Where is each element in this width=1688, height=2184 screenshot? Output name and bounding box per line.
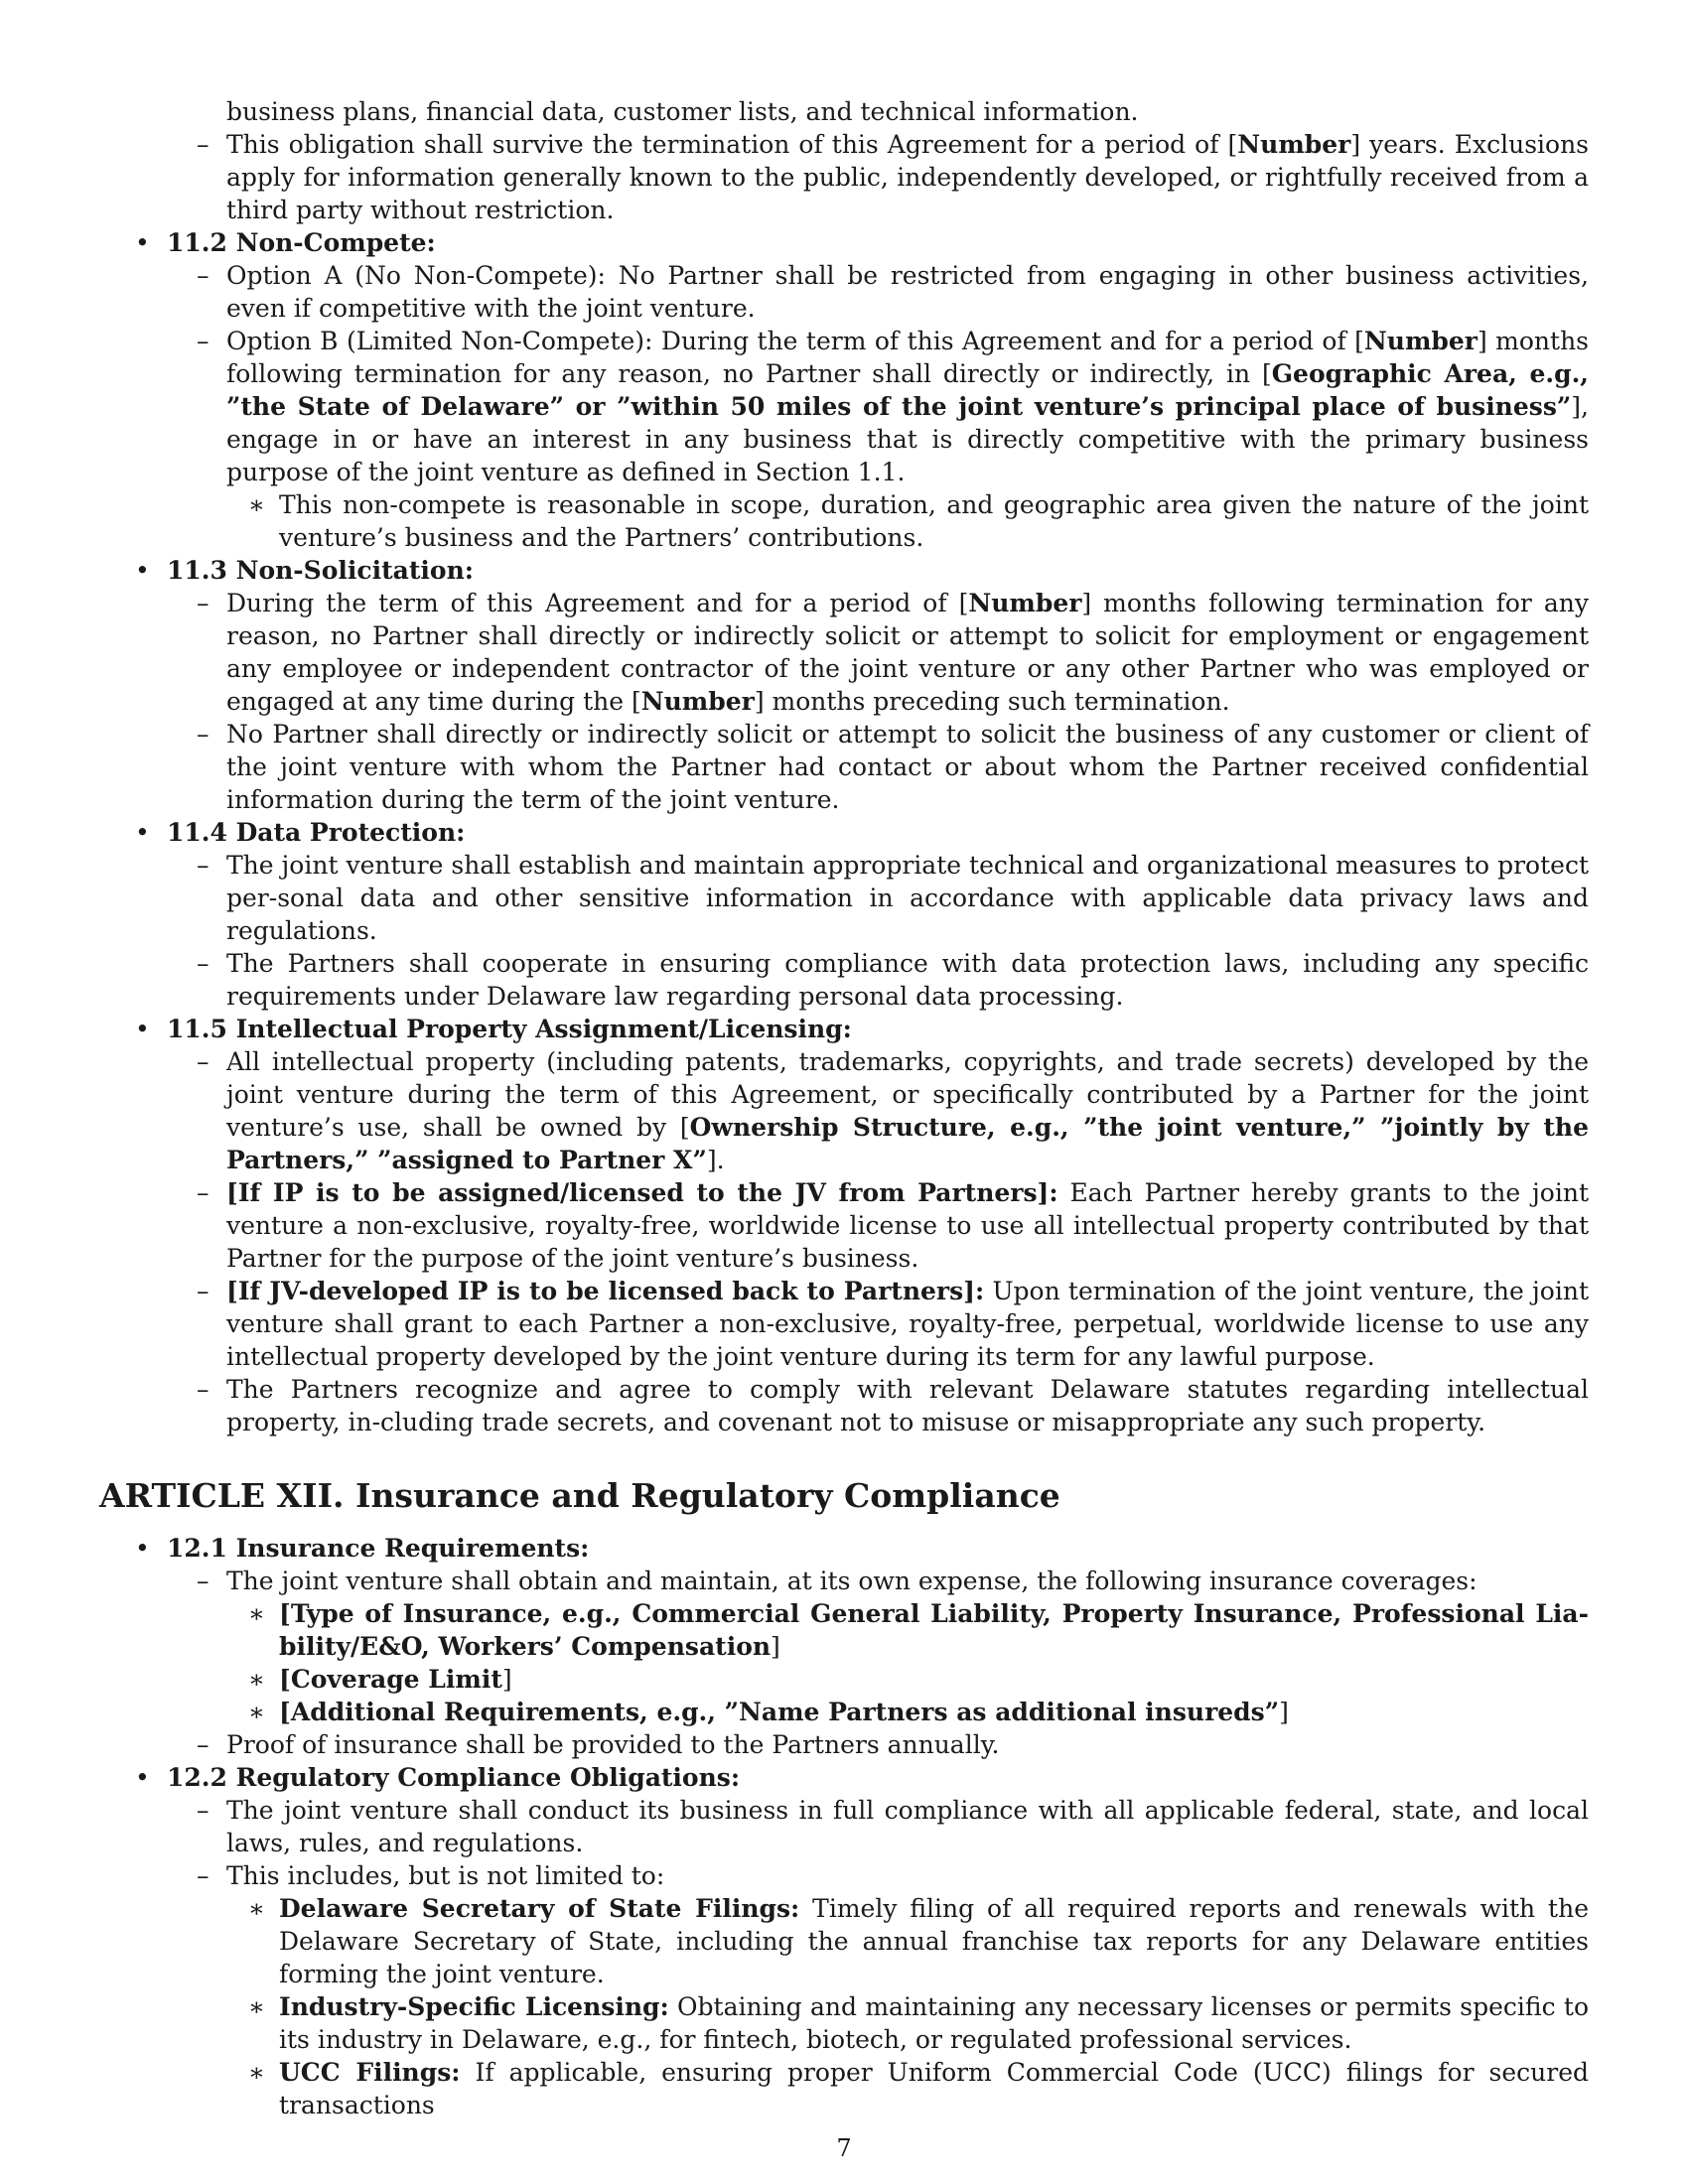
- text-run: Each Partner hereby grants to the joint venture a non-exclusive, royalty-free, worldwide license to use all intellectual property contributed by that Partner for the purpose of the joint venture’s business.: [226, 1178, 1590, 1273]
- text-run: [Type of Insurance, e.g., Commercial General Liability, Property Insurance, Professional Lia-bility/E&O, Workers’ Compensation: [279, 1599, 1589, 1661]
- text-run: ]: [1279, 1698, 1289, 1726]
- clause-item: [99, 849, 1589, 947]
- dash-marker: –: [197, 589, 210, 617]
- clause-item: [99, 1728, 1589, 1761]
- sub-clause-item: [99, 1892, 1589, 1990]
- section-item: [99, 1532, 1589, 1565]
- dash-marker: –: [197, 130, 210, 159]
- text-run: The Partners recognize and agree to comply with relevant Delaware statutes regarding intellectual property, in-cluding trade secrets, and covenant not to misuse or misappropriate any such property.: [226, 1375, 1589, 1436]
- paragraph-continuation: [99, 95, 1589, 128]
- asterisk-marker: ∗: [248, 1894, 265, 1923]
- text-run: [If JV-developed IP is to be licensed back to Partners]:: [226, 1277, 985, 1305]
- bullet-marker: •: [135, 1763, 150, 1792]
- text-run: ]: [771, 1632, 780, 1661]
- text-run: ]: [501, 1665, 512, 1694]
- clause-item: [99, 1045, 1589, 1176]
- text-run: UCC Filings:: [279, 2058, 461, 2087]
- dash-marker: –: [197, 327, 210, 355]
- asterisk-marker: ∗: [248, 1665, 265, 1694]
- text-run: Upon termination of the joint venture, the joint venture shall grant to each Partner a non-exclusive, royalty-free, perpetual, worldwide license to use any intellectual property developed by the joint venture during its term for any lawful purpose.: [226, 1277, 1590, 1371]
- text-run: Number: [968, 589, 1082, 617]
- text-run: The joint venture shall obtain and maintain, at its own expense, the following insurance coverages:: [226, 1567, 1477, 1595]
- text-run: ] months following termination for any reason, no Partner shall directly or indirectly, in [: [226, 327, 1589, 388]
- clause-item: [99, 947, 1589, 1013]
- text-run: Industry-Specific Licensing:: [279, 1992, 669, 2021]
- text-run: ] years. Exclusions apply for information generally known to the public, independently developed, or rightfully received from a third party without restriction.: [226, 130, 1589, 224]
- text-run: Number: [1363, 327, 1477, 355]
- text-run: Delaware Secretary of State Filings:: [279, 1894, 800, 1923]
- text-run: This includes, but is not limited to:: [226, 1861, 665, 1890]
- clause-item: [99, 1275, 1589, 1373]
- bullet-marker: •: [135, 1015, 150, 1043]
- dash-marker: –: [197, 1375, 210, 1404]
- sub-clause-item: [99, 1597, 1589, 1663]
- section-item: [99, 1761, 1589, 1794]
- section-item: [99, 816, 1589, 849]
- bullet-marker: •: [135, 1534, 150, 1563]
- text-run: Proof of insurance shall be provided to the Partners annually.: [226, 1730, 1000, 1759]
- document-body: [99, 95, 1589, 2121]
- dash-marker: –: [197, 1730, 210, 1759]
- dash-marker: –: [197, 1047, 210, 1076]
- text-run: ] months following termination for any reason, no Partner shall directly or indirectly solicit or attempt to solicit for employment or engagement any employee or independent contractor of the joint venture or any other Partner who was employed or engaged at any time during the [: [226, 589, 1589, 716]
- bullet-marker: •: [135, 228, 150, 257]
- dash-marker: –: [197, 851, 210, 880]
- text-run: ], engage in or have an interest in any business that is directly competitive with the primary business purpose of the joint venture as defined in Section 1.1.: [226, 392, 1589, 486]
- text-run: The Partners shall cooperate in ensuring compliance with data protection laws, including any specific requirements under Delaware law regarding personal data processing.: [226, 949, 1589, 1011]
- clause-item: [99, 1859, 1589, 1892]
- clause-item: [99, 1373, 1589, 1438]
- text-run: If applicable, ensuring proper Uniform Commercial Code (UCC) filings for secured transactions: [279, 2058, 1589, 2119]
- dash-marker: –: [197, 1178, 210, 1207]
- dash-marker: –: [197, 720, 210, 749]
- text-run: ].: [706, 1146, 725, 1174]
- dash-marker: –: [197, 1567, 210, 1595]
- text-run: Obtaining and maintaining any necessary licenses or permits specific to its industry in Delaware, e.g., for fintech, biotech, or regulated professional services.: [279, 1992, 1589, 2054]
- text-run: Ownership Structure, e.g., ”the joint venture,” ”jointly by the Partners,” ”assigned to Partner X”: [226, 1113, 1589, 1174]
- text-run: [Coverage Limit: [279, 1665, 502, 1694]
- dash-marker: –: [197, 261, 210, 290]
- asterisk-marker: ∗: [248, 1698, 265, 1726]
- section-item: [99, 554, 1589, 587]
- sub-clause-item: [99, 1663, 1589, 1696]
- text-run: 11.5 Intellectual Property Assignment/Licensing:: [167, 1015, 852, 1043]
- text-run: Geographic Area, e.g., ”the State of Delaware” or ”within 50 miles of the joint venture’s principal place of business”: [226, 359, 1589, 421]
- asterisk-marker: ∗: [248, 490, 265, 519]
- text-run: [Additional Requirements, e.g., ”Name Partners as additional insureds”: [279, 1698, 1280, 1726]
- text-run: All intellectual property (including patents, trademarks, copyrights, and trade secrets) developed by the joint venture during the term of this Agreement, or specifically contributed by a Partner for the joint venture’s use, shall be owned by [: [226, 1047, 1589, 1142]
- clause-item: [99, 325, 1589, 488]
- dash-marker: –: [197, 1796, 210, 1825]
- dash-marker: –: [197, 1861, 210, 1890]
- sub-clause-item: [99, 1990, 1589, 2056]
- asterisk-marker: ∗: [248, 2058, 265, 2087]
- asterisk-marker: ∗: [248, 1599, 265, 1628]
- page-number: 7: [836, 2134, 852, 2162]
- text-run: This non-compete is reasonable in scope, duration, and geographic area given the nature of the joint venture’s business and the Partners’ contributions.: [279, 490, 1589, 552]
- bullet-marker: •: [135, 556, 150, 585]
- section-item: [99, 226, 1589, 259]
- text-run: 11.2 Non-Compete:: [167, 228, 436, 257]
- text-run: The joint venture shall conduct its business in full compliance with all applicable federal, state, and local laws, rules, and regulations.: [226, 1796, 1589, 1857]
- clause-item: [99, 1565, 1589, 1597]
- text-run: ] months preceding such termination.: [754, 687, 1230, 716]
- text-run: Option B (Limited Non-Compete): During the term of this Agreement and for a period of [: [226, 327, 1364, 355]
- article-heading: [99, 1474, 1589, 1518]
- text-run: No Partner shall directly or indirectly solicit or attempt to solicit the business of any customer or client of the joint venture with whom the Partner had contact or about whom the Partner received confidential information during the term of the joint venture.: [226, 720, 1589, 814]
- text-run: Number: [1237, 130, 1351, 159]
- text-run: Option A (No Non-Compete): No Partner shall be restricted from engaging in other business activities, even if competitive with the joint venture.: [226, 261, 1589, 323]
- text-run: 11.4 Data Protection:: [167, 818, 466, 847]
- asterisk-marker: ∗: [248, 1992, 265, 2021]
- sub-clause-item: [99, 2056, 1589, 2121]
- dash-marker: –: [197, 949, 210, 978]
- section-item: [99, 1013, 1589, 1045]
- text-run: The joint venture shall establish and maintain appropriate technical and organizational measures to protect per-sonal data and other sensitive information in accordance with applicable data privacy laws and regulations.: [226, 851, 1589, 945]
- clause-item: [99, 128, 1589, 226]
- text-run: During the term of this Agreement and for a period of [: [226, 589, 969, 617]
- text-run: 11.3 Non-Solicitation:: [167, 556, 474, 585]
- sub-clause-item: [99, 488, 1589, 554]
- clause-item: [99, 587, 1589, 718]
- text-run: Timely filing of all required reports and renewals with the Delaware Secretary of State, including the annual franchise tax reports for any Delaware entities forming the joint venture.: [279, 1894, 1589, 1988]
- text-run: 12.1 Insurance Requirements:: [167, 1534, 590, 1563]
- bullet-marker: •: [135, 818, 150, 847]
- clause-item: [99, 1176, 1589, 1275]
- text-run: 12.2 Regulatory Compliance Obligations:: [167, 1763, 741, 1792]
- clause-item: [99, 259, 1589, 325]
- text-run: This obligation shall survive the termination of this Agreement for a period of [: [226, 130, 1238, 159]
- dash-marker: –: [197, 1277, 210, 1305]
- text-run: Number: [640, 687, 755, 716]
- text-run: [If IP is to be assigned/licensed to the JV from Partners]:: [226, 1178, 1058, 1207]
- text-run: business plans, financial data, customer lists, and technical information.: [226, 97, 1139, 126]
- clause-item: [99, 718, 1589, 816]
- text-run: ARTICLE XII. Insurance and Regulatory Compliance: [99, 1476, 1060, 1515]
- sub-clause-item: [99, 1696, 1589, 1728]
- clause-item: [99, 1794, 1589, 1859]
